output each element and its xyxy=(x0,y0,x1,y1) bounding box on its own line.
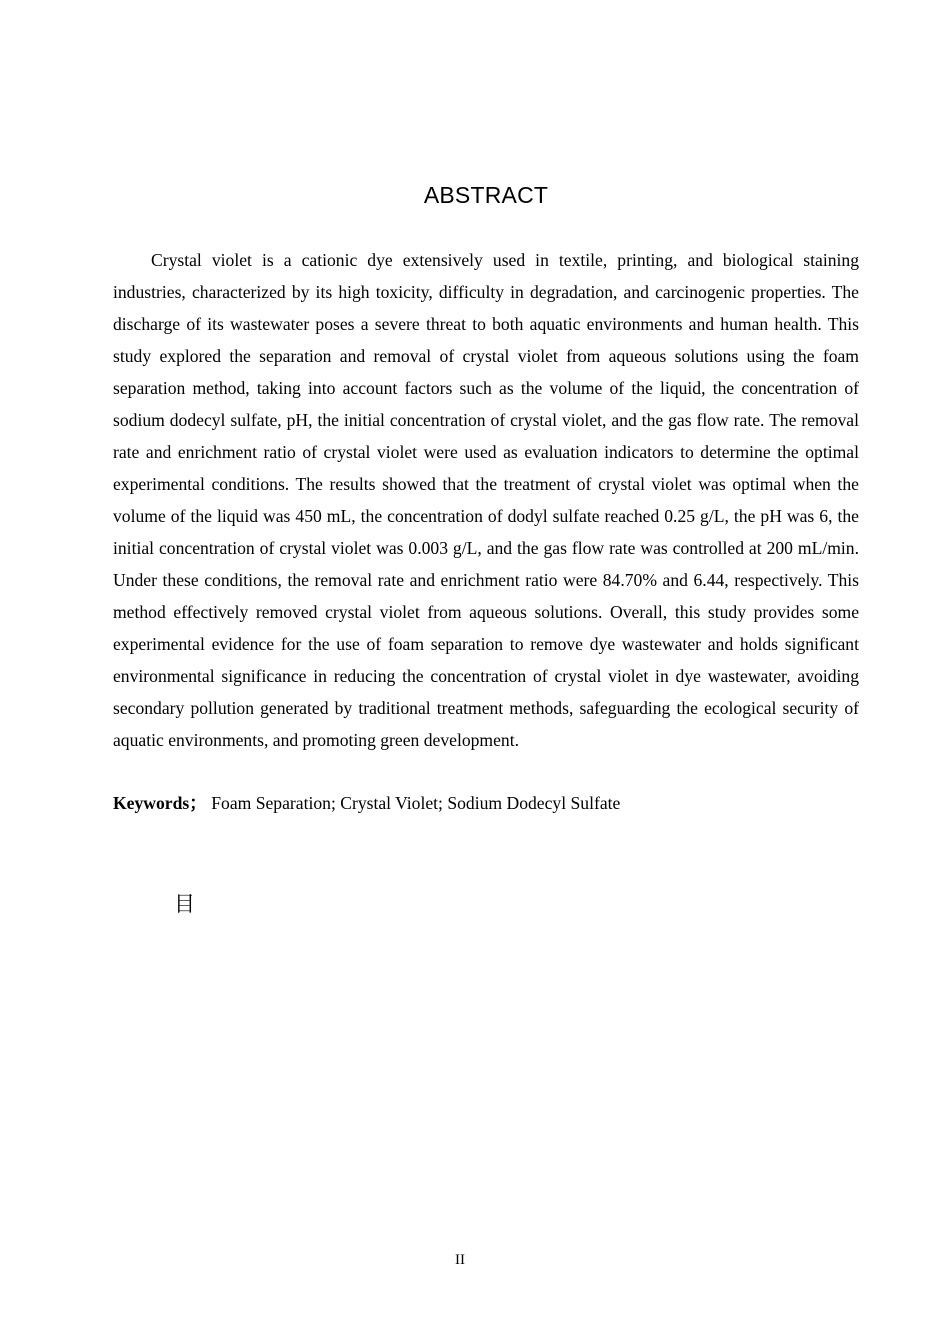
keywords-label: Keywords xyxy=(113,793,190,813)
toc-heading: 目 xyxy=(174,892,195,916)
keywords-line xyxy=(113,787,859,819)
abstract-body: Crystal violet is a cationic dye extensively used in textile, printing, and biological staining industries, characterized by its high toxicity, difficulty in degradation, and carcinogenic properties. The discharge of its wastewater poses a severe threat to both aquatic environments and human health. This study explored the separation and removal of crystal violet from aqueous solutions using the foam separation method, taking into account factors such as the volume of the liquid, the concentration of sodium dodecyl sulfate, pH, the initial concentration of crystal violet, and the gas flow rate. The removal rate and enrichment ratio of crystal violet were used as evaluation indicators to determine the optimal experimental conditions. The results showed that the treatment of crystal violet was optimal when the volume of the liquid was 450 mL, the concentration of dodyl sulfate reached 0.25 g/L, the pH was 6, the initial concentration of crystal violet was 0.003 g/L, and the gas flow rate was controlled at 200 mL/min. Under these conditions, the removal rate and enrichment ratio were 84.70% and 6.44, respectively. This method effectively removed crystal violet from aqueous solutions. Overall, this study provides some experimental evidence for the use of foam separation to remove dye wastewater and holds significant environmental significance in reducing the concentration of crystal violet in dye wastewater, avoiding secondary pollution generated by traditional treatment methods, safeguarding the ecological security of aquatic environments, and promoting green development. xyxy=(113,250,859,750)
page-number: II xyxy=(455,1252,465,1268)
abstract-title: ABSTRACT xyxy=(423,182,549,208)
keywords-separator: ； xyxy=(189,793,207,813)
keywords-text: Foam Separation; Crystal Violet; Sodium Dodecyl Sulfate xyxy=(211,793,621,813)
